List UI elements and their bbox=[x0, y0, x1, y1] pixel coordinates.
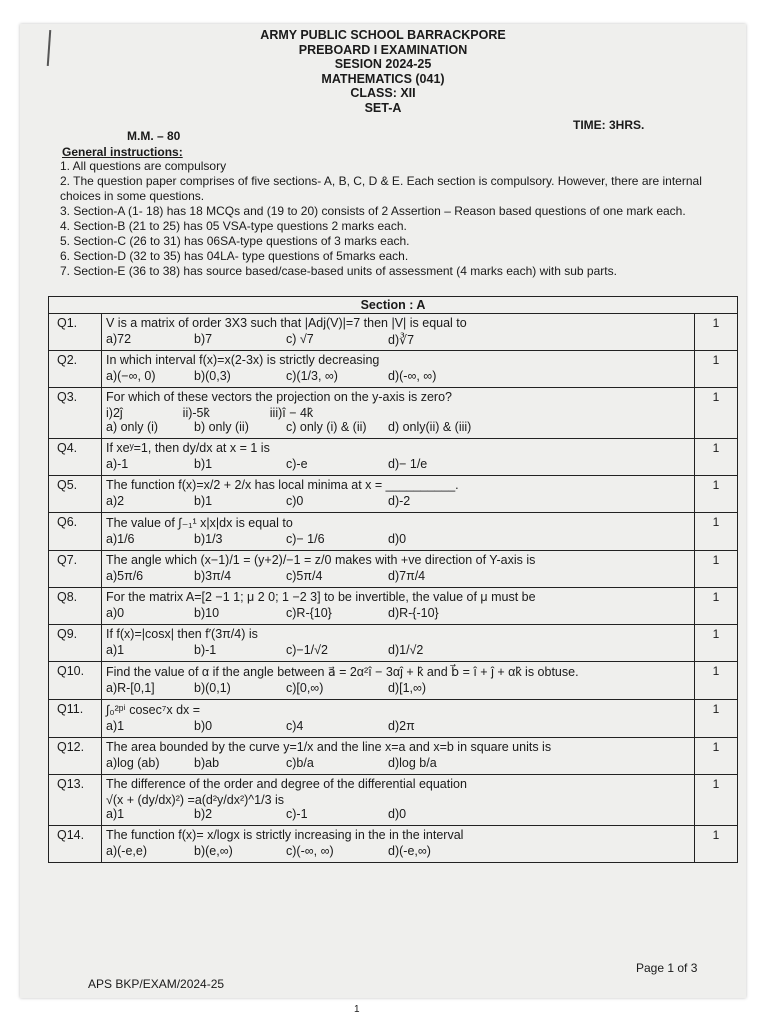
option-b: b)(0,3) bbox=[194, 369, 231, 383]
question-number: Q4. bbox=[49, 439, 102, 476]
question-marks: 1 bbox=[695, 314, 738, 351]
question-body bbox=[102, 439, 695, 476]
question-row bbox=[49, 388, 738, 439]
options bbox=[106, 844, 690, 860]
option-c: c) √7 bbox=[286, 332, 314, 346]
instruction-item: 5. Section-C (26 to 31) has 06SA-type questions of 3 marks each. bbox=[60, 234, 410, 248]
question-row bbox=[49, 439, 738, 476]
question-row bbox=[49, 700, 738, 738]
question-text: If f(x)=|cosx| then f′(3π/4) is bbox=[106, 627, 258, 641]
option-c: c)-e bbox=[286, 457, 308, 471]
question-row bbox=[49, 738, 738, 775]
question-body bbox=[102, 551, 695, 588]
question-marks: 1 bbox=[695, 513, 738, 551]
option-a: a)1 bbox=[106, 643, 125, 657]
option-d: d) only(ii) & (iii) bbox=[388, 420, 472, 434]
options bbox=[106, 643, 690, 659]
question-text: For which of these vectors the projection on the y-axis is zero? bbox=[106, 390, 452, 404]
instruction-item: 4. Section-B (21 to 25) has 05 VSA-type questions 2 marks each. bbox=[60, 219, 407, 233]
school-name: ARMY PUBLIC SCHOOL BARRACKPORE bbox=[260, 28, 506, 42]
option-d: d)1/√2 bbox=[388, 643, 424, 657]
option-c: c)(-∞, ∞) bbox=[286, 844, 334, 858]
option-c: c)−1/√2 bbox=[286, 643, 328, 657]
time-allowed: TIME: 3HRS. bbox=[573, 118, 645, 132]
class: CLASS: XII bbox=[350, 86, 416, 100]
question-number: Q1. bbox=[49, 314, 102, 351]
question-text: ∫₀²ᵖⁱ cosec⁷x dx = bbox=[106, 703, 201, 717]
option-d: d)[1,∞) bbox=[388, 681, 427, 695]
question-row bbox=[49, 588, 738, 625]
option-d: d)0 bbox=[388, 807, 407, 821]
question-row bbox=[49, 476, 738, 513]
option-c: c)(1/3, ∞) bbox=[286, 369, 338, 383]
question-row bbox=[49, 314, 738, 351]
options bbox=[106, 494, 690, 510]
question-body bbox=[102, 476, 695, 513]
question-body bbox=[102, 738, 695, 775]
question-body bbox=[102, 513, 695, 551]
sub-item: √(x + (dy/dx)²) =a(d²y/dx²)^1/3 is bbox=[106, 793, 285, 807]
options bbox=[106, 719, 690, 735]
question-text: In which interval f(x)=x(2-3x) is strictly decreasing bbox=[106, 353, 380, 367]
question-number: Q9. bbox=[49, 625, 102, 662]
option-d: d)-2 bbox=[388, 494, 411, 508]
question-text: The function f(x)= x/logx is strictly increasing in the in the interval bbox=[106, 828, 464, 842]
question-marks: 1 bbox=[695, 775, 738, 826]
subject: MATHEMATICS (041) bbox=[321, 71, 445, 86]
question-body bbox=[102, 388, 695, 439]
instruction-item: 7. Section-E (36 to 38) has source based/case-based units of assessment (4 marks each) with sub parts. bbox=[60, 264, 617, 278]
option-b: b)(e,∞) bbox=[194, 844, 233, 858]
option-b: b) only (ii) bbox=[194, 420, 249, 434]
option-a: a)1/6 bbox=[106, 532, 135, 546]
question-number: Q3. bbox=[49, 388, 102, 439]
instruction-item: 2. The question paper comprises of five sections- A, B, C, D & E. Each section is compulsory. However, there are internal choices in some questions. bbox=[60, 174, 702, 203]
instructions-list bbox=[60, 159, 740, 279]
option-b: b)0 bbox=[194, 719, 213, 733]
question-row bbox=[49, 625, 738, 662]
instruction-item: 6. Section-D (32 to 35) has 04LA- type questions of 5marks each. bbox=[60, 249, 409, 263]
question-marks: 1 bbox=[695, 551, 738, 588]
question-number: Q6. bbox=[49, 513, 102, 551]
option-a: a)1 bbox=[106, 719, 125, 733]
question-marks: 1 bbox=[695, 700, 738, 738]
option-c: c)4 bbox=[286, 719, 304, 733]
question-text: The angle which (x−1)/1 = (y+2)/−1 = z/0 makes with +ve direction of Y-axis is bbox=[106, 553, 536, 567]
option-b: b)1 bbox=[194, 494, 213, 508]
options bbox=[106, 532, 690, 548]
question-marks: 1 bbox=[695, 588, 738, 625]
option-d: d)(-∞, ∞) bbox=[388, 369, 437, 383]
question-row bbox=[49, 513, 738, 551]
option-b: b)2 bbox=[194, 807, 213, 821]
question-text: Find the value of α if the angle between a⃗ = 2α²î − 3αĵ + k̂ and b⃗ = î + ĵ + αk̂ is obtuse. bbox=[106, 665, 579, 679]
section-title: Section : A bbox=[49, 297, 738, 314]
option-a: a)1 bbox=[106, 807, 125, 821]
option-c: c)[0,∞) bbox=[286, 681, 324, 695]
sub-items bbox=[106, 406, 690, 420]
option-a: a)R-[0,1] bbox=[106, 681, 155, 695]
instruction-item: 1. All questions are compulsory bbox=[60, 159, 227, 173]
question-text: The difference of the order and degree of the differential equation bbox=[106, 777, 467, 791]
option-a: a)5π/6 bbox=[106, 569, 144, 583]
option-b: b)10 bbox=[194, 606, 220, 620]
option-c: c)R-{10} bbox=[286, 606, 332, 620]
exam-paper bbox=[20, 24, 746, 998]
question-marks: 1 bbox=[695, 625, 738, 662]
question-number: Q12. bbox=[49, 738, 102, 775]
option-a: a) only (i) bbox=[106, 420, 159, 434]
sub-item: ii)-5k̂ bbox=[182, 406, 210, 420]
question-marks: 1 bbox=[695, 826, 738, 863]
sub-items bbox=[106, 793, 690, 807]
paper-header bbox=[20, 28, 746, 115]
options bbox=[106, 606, 690, 622]
question-row bbox=[49, 351, 738, 388]
options bbox=[106, 681, 690, 697]
question-text: If xeʸ=1, then dy/dx at x = 1 is bbox=[106, 441, 270, 455]
sub-item: i)2ĵ bbox=[106, 406, 123, 420]
option-d: d)R-{-10} bbox=[388, 606, 439, 620]
option-c: c)-1 bbox=[286, 807, 308, 821]
question-body bbox=[102, 588, 695, 625]
option-a: a)0 bbox=[106, 606, 125, 620]
option-d: d)log b/a bbox=[388, 756, 437, 770]
options bbox=[106, 756, 690, 772]
exam-name: PREBOARD I EXAMINATION bbox=[298, 42, 468, 57]
question-number: Q13. bbox=[49, 775, 102, 826]
option-d: d)0 bbox=[388, 532, 407, 546]
question-body bbox=[102, 662, 695, 700]
option-a: a)2 bbox=[106, 494, 125, 508]
question-text: For the matrix A=[2 −1 1; μ 2 0; 1 −2 3] to be invertible, the value of μ must be bbox=[106, 590, 536, 604]
question-body bbox=[102, 775, 695, 826]
option-c: c) only (i) & (ii) bbox=[286, 420, 367, 434]
question-body bbox=[102, 700, 695, 738]
question-text: V is a matrix of order 3X3 such that |Adj(V)|=7 then |V| is equal to bbox=[106, 316, 467, 330]
question-row bbox=[49, 551, 738, 588]
question-marks: 1 bbox=[695, 439, 738, 476]
question-body bbox=[102, 625, 695, 662]
option-d: d)7π/4 bbox=[388, 569, 426, 583]
question-row bbox=[49, 775, 738, 826]
instructions-title: General instructions: bbox=[62, 145, 183, 159]
max-marks: M.M. – 80 bbox=[127, 129, 181, 143]
questions-table bbox=[48, 296, 738, 863]
question-number: Q11. bbox=[49, 700, 102, 738]
options bbox=[106, 420, 690, 436]
options bbox=[106, 369, 690, 385]
question-body bbox=[102, 351, 695, 388]
option-c: c)b/a bbox=[286, 756, 314, 770]
option-d: d)− 1/e bbox=[388, 457, 428, 471]
option-b: b)1/3 bbox=[194, 532, 223, 546]
options bbox=[106, 569, 690, 585]
options bbox=[106, 807, 690, 823]
question-text: The value of ∫₋₁¹ x|x|dx is equal to bbox=[106, 516, 293, 530]
question-text: The function f(x)=x/2 + 2/x has local minima at x = __________. bbox=[106, 478, 459, 492]
option-d: d)(-e,∞) bbox=[388, 844, 431, 858]
question-number: Q5. bbox=[49, 476, 102, 513]
option-c: c)0 bbox=[286, 494, 304, 508]
option-b: b)-1 bbox=[194, 643, 217, 657]
option-a: a)-1 bbox=[106, 457, 129, 471]
option-a: a)72 bbox=[106, 332, 132, 346]
option-b: b)(0,1) bbox=[194, 681, 231, 695]
option-b: b)1 bbox=[194, 457, 213, 471]
page-indicator: Page 1 of 3 bbox=[636, 961, 698, 975]
question-row bbox=[49, 826, 738, 863]
question-text: The area bounded by the curve y=1/x and the line x=a and x=b in square units is bbox=[106, 740, 552, 754]
question-marks: 1 bbox=[695, 662, 738, 700]
question-marks: 1 bbox=[695, 388, 738, 439]
option-c: c)− 1/6 bbox=[286, 532, 325, 546]
question-number: Q10. bbox=[49, 662, 102, 700]
option-b: b)3π/4 bbox=[194, 569, 232, 583]
session: SESION 2024-25 bbox=[334, 57, 432, 71]
option-d: d)2π bbox=[388, 719, 415, 733]
question-marks: 1 bbox=[695, 738, 738, 775]
question-body bbox=[102, 314, 695, 351]
paper-code: APS BKP/EXAM/2024-25 bbox=[88, 977, 225, 991]
option-a: a)(-e,e) bbox=[106, 844, 147, 858]
options bbox=[106, 332, 690, 348]
page-number: 1 bbox=[354, 1004, 360, 1015]
question-number: Q8. bbox=[49, 588, 102, 625]
options bbox=[106, 457, 690, 473]
set: SET-A bbox=[364, 100, 402, 115]
option-b: b)7 bbox=[194, 332, 213, 346]
question-marks: 1 bbox=[695, 476, 738, 513]
section-header-row bbox=[49, 297, 738, 314]
option-a: a)log (ab) bbox=[106, 756, 160, 770]
option-d: d)∛7 bbox=[388, 333, 415, 347]
option-c: c)5π/4 bbox=[286, 569, 323, 583]
question-body bbox=[102, 826, 695, 863]
question-number: Q14. bbox=[49, 826, 102, 863]
sub-item: iii)î − 4k̂ bbox=[269, 406, 314, 420]
question-marks: 1 bbox=[695, 351, 738, 388]
option-b: b)ab bbox=[194, 756, 220, 770]
question-number: Q7. bbox=[49, 551, 102, 588]
question-row bbox=[49, 662, 738, 700]
question-number: Q2. bbox=[49, 351, 102, 388]
instruction-item: 3. Section-A (1- 18) has 18 MCQs and (19 to 20) consists of 2 Assertion – Reason based questions of one mark each. bbox=[60, 204, 686, 218]
option-a: a)(−∞, 0) bbox=[106, 369, 156, 383]
